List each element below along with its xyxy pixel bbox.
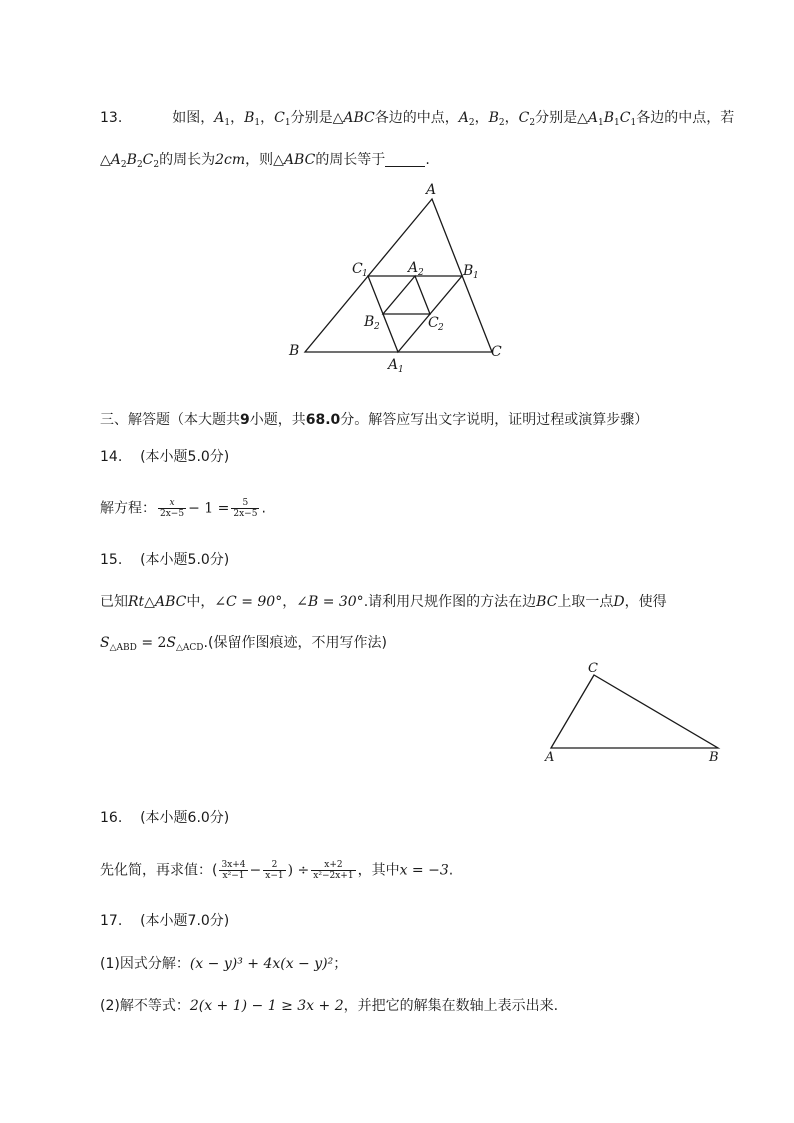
q13-line2: $\triangle A_2B_2C_2$的周长为2cm，则△ABC的周长等于 . — [100, 152, 430, 170]
q15-body-2: $S_{\triangle ABD} = 2S_{\triangle ACD}$.(保留作图痕迹，不用写作法) — [100, 635, 387, 653]
q13-text: 如图， — [172, 110, 215, 126]
var-a1: $A_1$ — [214, 110, 231, 128]
label-b1: B — [463, 263, 474, 279]
q16-body: 先化简，再求值：( $\frac{3x+4}{\text{x²−1}}$ − $\frac{2}{x-1}$ ) ÷ $\frac{x+2}{\text{x²−2x+1}}$ ，其中x = −3. — [100, 860, 454, 881]
q17-part-1: (1)因式分解：(x − y)³ + 4x(x − y)²； — [100, 956, 348, 972]
q17-part-2: (2)解不等式：2(x + 1) − 1 ≥ 3x + 2，并把它的解集在数轴上表示出来. — [100, 998, 559, 1014]
q15-header: 15. (本小题5.0分) — [100, 552, 230, 568]
var-b1: $B_1$ — [244, 110, 261, 128]
label-b: B — [289, 343, 300, 359]
q14-header: 14. (本小题5.0分) — [100, 449, 230, 465]
label-c: C — [491, 344, 502, 360]
label-c1: C — [352, 261, 363, 277]
q16-frac-2: $\frac{2}{x-1}$ — [265, 860, 284, 881]
label-b2: B — [364, 314, 375, 330]
q16-header: 16. (本小题6.0分) — [100, 810, 230, 826]
q15-body-1: 已知Rt△ABC中，∠C = 90°，∠B = 30°.请利用尺规作图的方法在边BC上取一点D，使得 — [100, 594, 667, 610]
label-a1: A — [388, 357, 399, 373]
q14-body: 解方程： $\frac{x}{2x-5}$ − 1 = $\frac{5}{2x-5}$ . — [100, 498, 266, 519]
q16-frac-3: $\frac{x+2}{\text{x²−2x+1}}$ — [313, 860, 354, 881]
q14-frac-1: $\frac{x}{2x-5}$ — [160, 498, 185, 519]
svg-text:2: 2 — [438, 323, 444, 333]
svg-text:1: 1 — [398, 365, 404, 375]
svg-text:1: 1 — [473, 271, 479, 281]
figure-13-triangles — [280, 175, 520, 375]
answer-blank[interactable] — [385, 152, 425, 167]
var-c1: $C_1$ — [274, 110, 291, 128]
label-c2: C — [428, 315, 439, 331]
section-3-heading: 三、解答题（本大题共9小题，共68.0分。解答应写出文字说明，证明过程或演算步骤） — [100, 412, 649, 428]
q16-frac-1: $\frac{3x+4}{\text{x²−1}}$ — [221, 860, 246, 881]
triangle-abc-right — [551, 675, 718, 748]
label-a2: A — [408, 260, 419, 276]
q14-frac-2: $\frac{5}{2x-5}$ — [233, 498, 258, 519]
q13-line1: 13. 如图，$A_1$，$B_1$，$C_1$分别是△ABC各边的中点，$A_2$，$B_2$，$C_2$分别是$\triangle A_1B_1C_1$各边的中点，若 — [100, 110, 735, 128]
label-c: C — [588, 661, 598, 676]
figure-15-triangle — [535, 660, 730, 770]
q17-header: 17. (本小题7.0分) — [100, 913, 230, 929]
svg-text:1: 1 — [362, 269, 368, 279]
triangle-a2b2c2 — [383, 276, 430, 314]
label-b: B — [709, 750, 719, 765]
perimeter-value: 2cm — [215, 152, 246, 168]
q13-number: 13. — [100, 110, 123, 126]
svg-text:2: 2 — [418, 268, 424, 278]
svg-text:2: 2 — [374, 322, 380, 332]
label-a: A — [545, 750, 555, 765]
label-a: A — [426, 182, 437, 198]
